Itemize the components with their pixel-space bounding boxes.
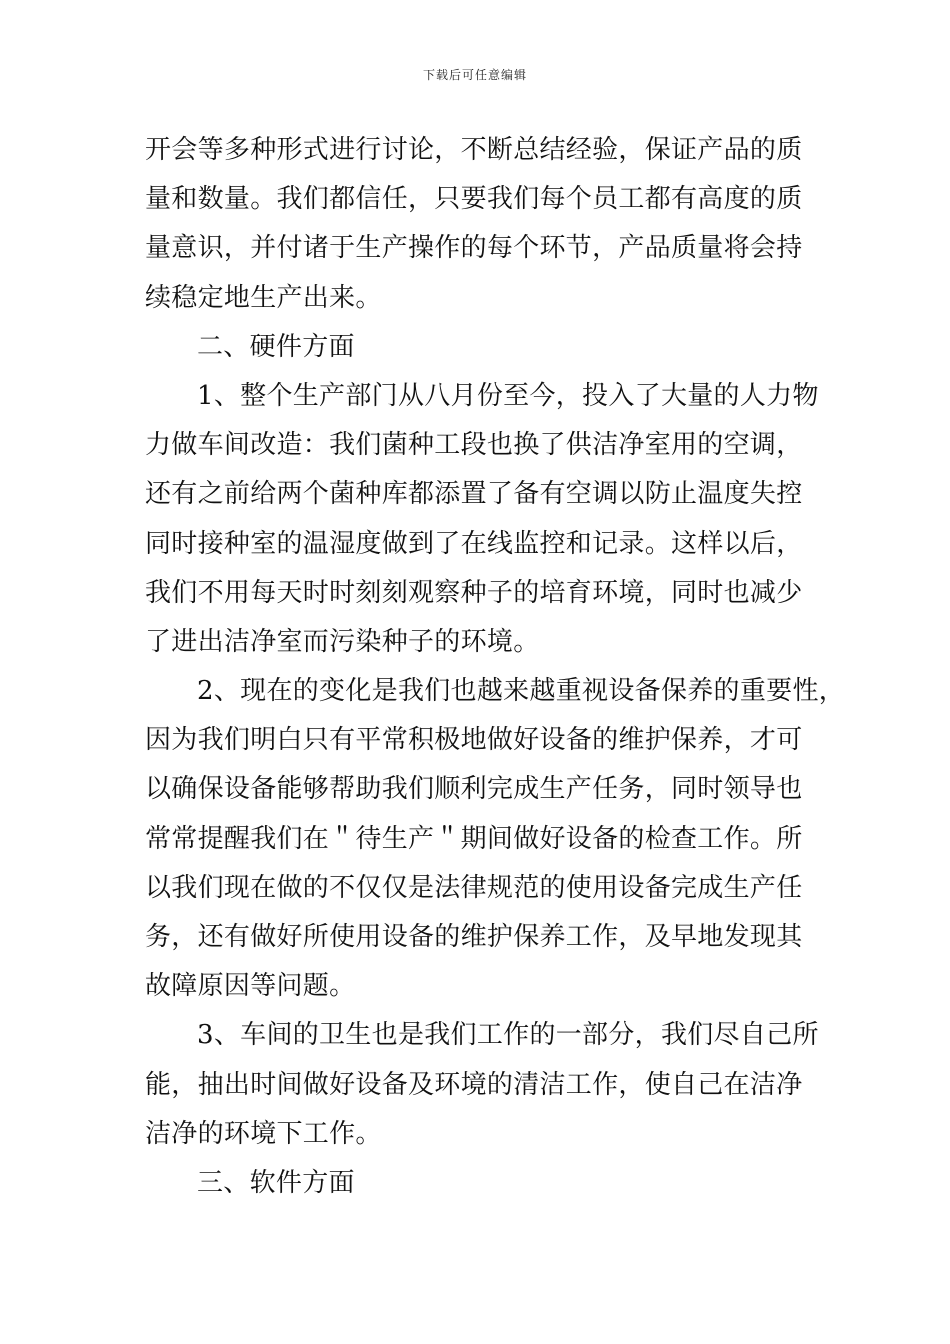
paragraph — [145, 126, 810, 323]
text-line: 量和数量。我们都信任，只要我们每个员工都有高度的质 — [145, 184, 803, 215]
section-heading-hardware: 二、硬件方面 — [197, 331, 355, 362]
page-header-note: 下载后可任意编辑 — [422, 68, 527, 82]
text-line: 1、整个生产部门从八月份至今，投入了大量的人力物 — [197, 380, 819, 411]
section-heading-software: 三、软件方面 — [197, 1167, 355, 1198]
text-line: 还有之前给两个菌种库都添置了备有空调以防止温度失控 — [145, 479, 803, 510]
text-line: 故障原因等问题。 — [145, 971, 356, 1002]
text-line: 因为我们明白只有平常积极地做好设备的维护保养，才可 — [145, 725, 803, 756]
text-line: 续稳定地生产出来。 — [145, 282, 382, 313]
text-line: 洁净的环境下工作。 — [145, 1118, 382, 1149]
text-line: 务，还有做好所使用设备的维护保养工作，及早地发现其 — [145, 922, 803, 952]
text-line: 2、现在的变化是我们也越来越重视设备保养的重要性， — [197, 676, 846, 707]
text-line: 以我们现在做的不仅仅是法律规范的使用设备完成生产任 — [145, 872, 803, 903]
text-line: 了进出洁净室而污染种子的环境。 — [145, 626, 540, 657]
paragraph — [145, 1011, 819, 1159]
text-line: 常常提醒我们在＂待生产＂期间做好设备的检查工作。所 — [145, 823, 803, 854]
paragraph — [145, 372, 819, 667]
text-line: 量意识，并付诸于生产操作的每个环节，产品质量将会持 — [145, 233, 803, 264]
text-line: 能，抽出时间做好设备及环境的清洁工作，使自己在洁净 — [145, 1069, 803, 1100]
text-line: 同时接种室的温湿度做到了在线监控和记录。这样以后， — [145, 528, 803, 559]
text-line: 3、车间的卫生也是我们工作的一部分，我们尽自己所 — [197, 1020, 819, 1051]
text-line: 力做车间改造：我们菌种工段也换了供洁净室用的空调， — [145, 430, 803, 461]
text-line: 以确保设备能够帮助我们顺利完成生产任务，同时领导也 — [145, 774, 803, 805]
text-line: 我们不用每天时时刻刻观察种子的培育环境，同时也减少 — [145, 577, 803, 608]
document-body — [145, 126, 846, 1208]
text-line: 开会等多种形式进行讨论，不断总结经验，保证产品的质 — [145, 135, 803, 165]
paragraph — [145, 667, 846, 1011]
